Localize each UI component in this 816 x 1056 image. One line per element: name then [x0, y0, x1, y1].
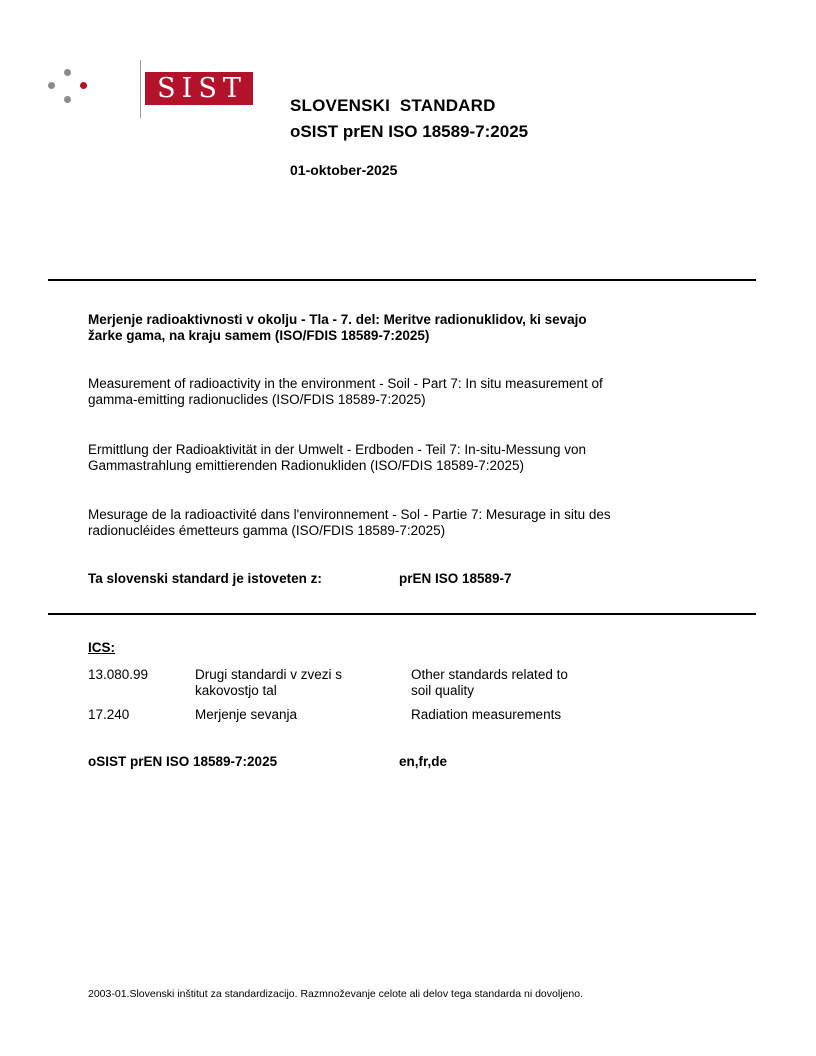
divider-bottom: [48, 613, 756, 615]
logo-dot: [64, 69, 71, 76]
title-line: gamma-emitting radionuclides (ISO/FDIS 18589-7:2025): [88, 391, 426, 407]
ics-description-en: [411, 667, 631, 698]
title-line: Measurement of radioactivity in the environment - Soil - Part 7: In situ measurement of: [88, 376, 603, 391]
title-slovenian: [88, 312, 728, 343]
ics-heading: ICS:: [88, 640, 115, 655]
divider-top: [48, 279, 756, 281]
ics-line: soil quality: [411, 682, 475, 698]
designation: [88, 754, 728, 770]
identical-label: Ta slovenski standard je istoveten z:: [88, 571, 322, 586]
standard-type: SLOVENSKI STANDARD: [290, 96, 496, 115]
title-line: Mesurage de la radioactivité dans l'environnement - Sol - Partie 7: Mesurage in situ des: [88, 507, 611, 522]
ics-description-en: Radiation measurements: [411, 707, 562, 722]
ics-code: 13.080.99: [88, 667, 149, 682]
title-english: [88, 376, 728, 407]
title-french: [88, 507, 728, 538]
ics-description-sl: Merjenje sevanja: [195, 707, 298, 722]
title-line: žarke gama, na kraju samem (ISO/FDIS 18589-7:2025): [88, 327, 430, 343]
standard-number: oSIST prEN ISO 18589-7:2025: [290, 122, 529, 141]
copyright-footer: 2003-01.Slovenski inštitut za standardizacijo. Razmnoževanje celote ali delov tega standarda ni dovoljeno.: [88, 988, 583, 1000]
logo-dot-red: [80, 82, 87, 89]
title-line: radionucléides émetteurs gamma (ISO/FDIS 18589-7:2025): [88, 522, 446, 538]
title-line: Ermittlung der Radioaktivität in der Umwelt - Erdboden - Teil 7: In-situ-Messung von: [88, 442, 586, 457]
title-german: [88, 442, 728, 473]
sist-logo: [48, 60, 247, 120]
logo-text: SIST: [145, 72, 253, 105]
designation-code: oSIST prEN ISO 18589-7:2025: [88, 754, 278, 769]
ics-code: 17.240: [88, 707, 130, 722]
title-line: Merjenje radioaktivnosti v okolju - Tla - 7. del: Meritve radionuklidov, ki sevajo: [88, 312, 587, 327]
publication-date: 01-oktober-2025: [290, 162, 398, 178]
identical-value: prEN ISO 18589-7: [399, 571, 512, 586]
ics-line: Other standards related to: [411, 667, 568, 682]
ics-description-sl: [195, 667, 395, 698]
designation-languages: en,fr,de: [399, 754, 448, 769]
logo-dot: [48, 82, 55, 89]
logo-dot: [64, 96, 71, 103]
logo-divider: [140, 60, 141, 118]
title-line: Gammastrahlung emittierenden Radionukliden (ISO/FDIS 18589-7:2025): [88, 457, 524, 473]
ics-line: kakovostjo tal: [195, 682, 277, 698]
ics-line: Drugi standardi v zvezi s: [195, 667, 343, 682]
identical-standard: [88, 571, 728, 587]
